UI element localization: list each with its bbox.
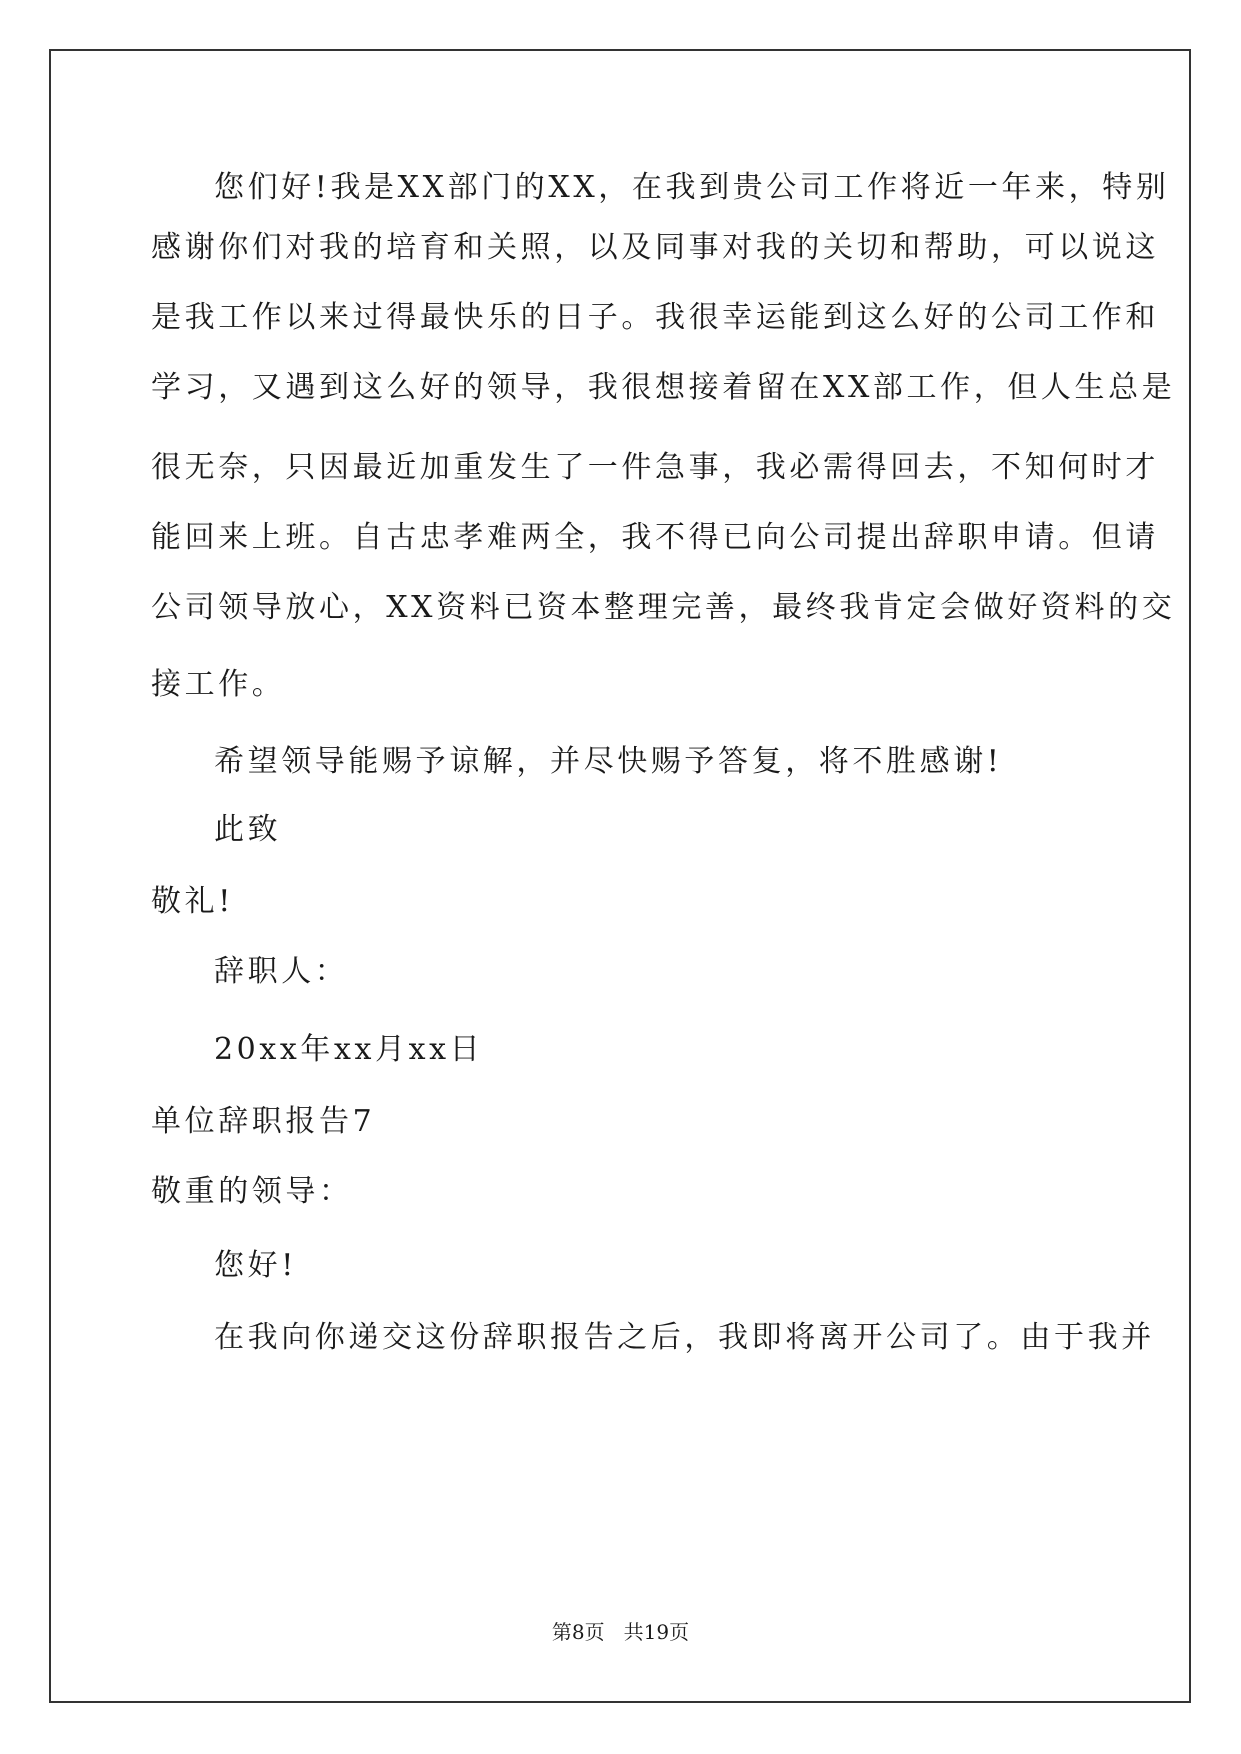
paragraph-2: 希望领导能赐予谅解，并尽快赐予答复，将不胜感谢!: [214, 744, 1003, 779]
date-line: 20xx年xx月xx日: [214, 1032, 484, 1067]
paragraph-1-line-4: 学习，又遇到这么好的领导，我很想接着留在XX部工作，但人生总是: [151, 370, 1176, 405]
paragraph-3-line-1: 在我向你递交这份辞职报告之后，我即将离开公司了。由于我并: [214, 1320, 1155, 1355]
paragraph-1-line-3: 是我工作以来过得最快乐的日子。我很幸运能到这么好的公司工作和: [151, 300, 1159, 335]
current-page-label: 第8页: [551, 1620, 605, 1644]
closing-jing-li: 敬礼!: [151, 884, 234, 919]
signature-label: 辞职人：: [214, 954, 349, 989]
salutation: 敬重的领导：: [151, 1174, 353, 1209]
paragraph-1-line-5: 很无奈，只因最近加重发生了一件急事，我必需得回去，不知何时才: [151, 450, 1159, 485]
paragraph-1-line-6: 能回来上班。自古忠孝难两全，我不得已向公司提出辞职申请。但请: [151, 520, 1159, 555]
total-pages-label: 共19页: [623, 1620, 690, 1644]
section-title: 单位辞职报告7: [151, 1104, 376, 1139]
greeting: 您好!: [214, 1248, 297, 1283]
closing-ci-zhi: 此致: [214, 812, 282, 847]
paragraph-1-line-8: 接工作。: [151, 667, 286, 702]
paragraph-1-line-2: 感谢你们对我的培育和关照，以及同事对我的关切和帮助，可以说这: [151, 230, 1159, 265]
paragraph-1-line-1: 您们好!我是XX部门的XX，在我到贵公司工作将近一年来，特别: [214, 170, 1170, 205]
paragraph-1-line-7: 公司领导放心，XX资料已资本整理完善，最终我肯定会做好资料的交: [151, 590, 1176, 625]
page-footer: [0, 1620, 1241, 1644]
